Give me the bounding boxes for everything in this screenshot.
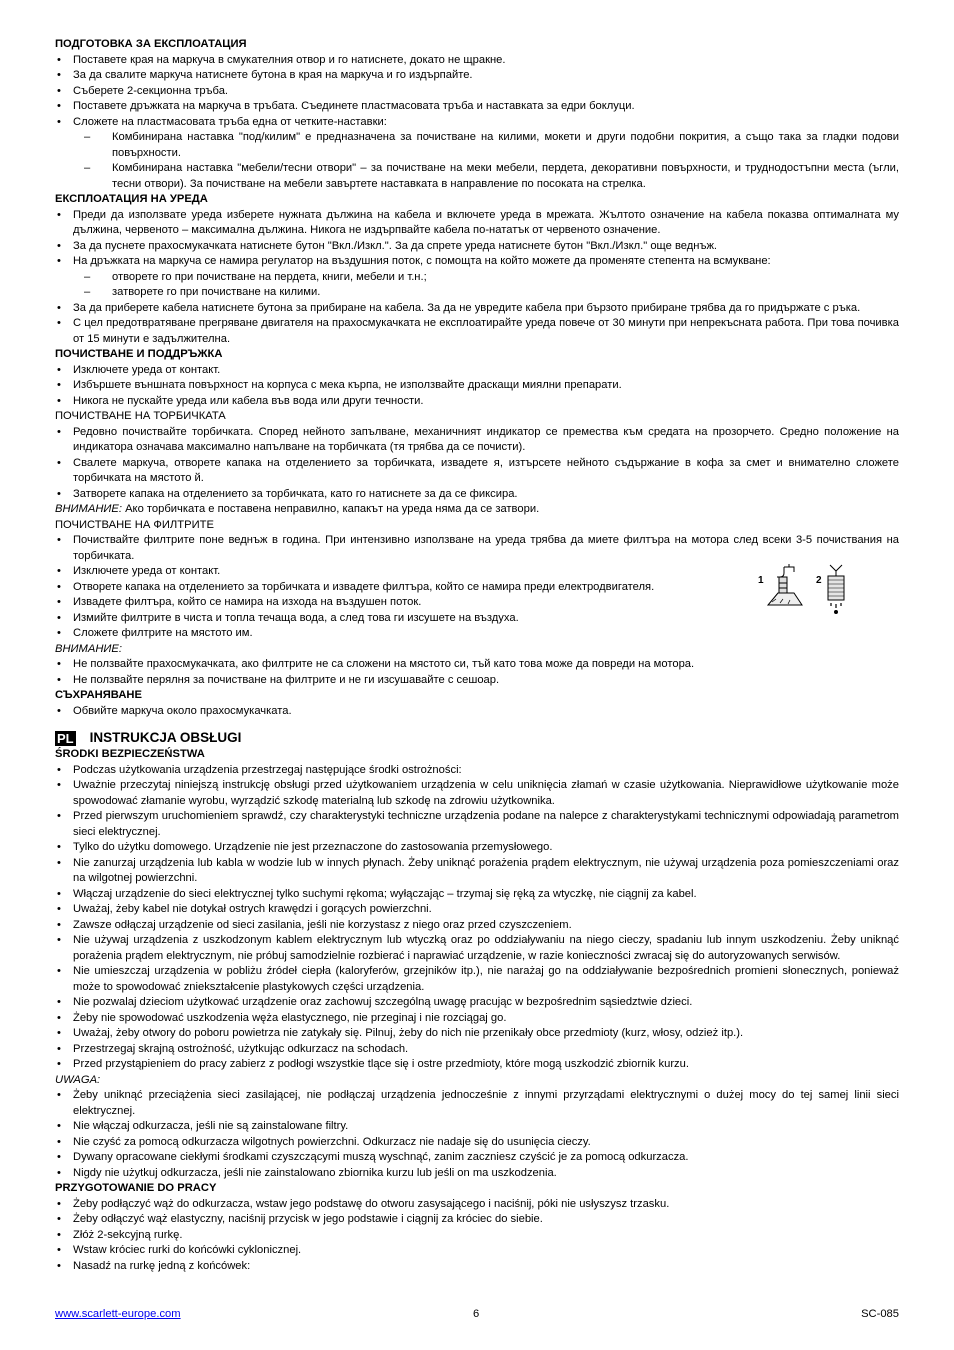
filter-warning-label: ВНИМАНИЕ: <box>55 642 122 655</box>
list-item: • Съберете 2-секционна тръба. <box>55 84 899 100</box>
list-item: • Свалете маркуча, отворете капака на отделението за торбичката, извадете я, изтърсете нейното съдържание в кофа за смет и внимателно сложете торбичката на мястото й. <box>55 456 899 487</box>
warning-label: ВНИМАНИЕ: <box>55 503 122 515</box>
list-item: • Сложете на пластмасовата тръба една от четките-наставки: <box>55 115 899 131</box>
faucet-icon <box>768 564 802 605</box>
list-item: • Nie zanurzaj urządzenia lub kabla w wodzie lub w innych płynach. Żeby uniknąć porażenia prądem elektrycznym, nie używaj urządzenia poza pomieszczeniami oraz na wilgotnej powierzchni. <box>55 856 899 887</box>
warning-text: Ако торбичката е поставена неправилно, капакът на уреда няма да се затвори. <box>121 503 540 515</box>
list-item: • Uważaj, żeby kabel nie dotykał ostrych krawędzi i gorących powierzchni. <box>55 902 899 918</box>
safety-list <box>55 763 899 1073</box>
figure-label-1: 1 <box>758 575 764 586</box>
list-item: • Nigdy nie użytkuj odkurzacza, jeśli nie zainstalowano zbiornika kurzu lub jeśli on ma uszkodzenia. <box>55 1166 899 1182</box>
list-item: • Изключете уреда от контакт. <box>55 363 899 379</box>
list-item: • Wstaw króciec rurki do końcówki cyklonicznej. <box>55 1243 899 1259</box>
list-item: • Nie pozwalaj dzieciom użytkować urządzenie oraz zachowuj szczególną uwagę pracując w bezpośrednim sąsiedztwie dzieci. <box>55 995 899 1011</box>
list-item: • Поставете края на маркуча в смукателния отвор и го натиснете, докато не щракне. <box>55 53 899 69</box>
list-item: • Nasadź na rurkę jedną z końcówek: <box>55 1259 899 1275</box>
sublist-item: – Комбинирана наставка "мебели/тесни отвори" – за почистване на меки мебели, пердета, декоративни повърхности, и труднодостъпни места (ъгли, тесни отвори). За почистване на мебели завъртете наставката в направление по посоката на стрелка. <box>73 161 899 192</box>
operation-list-continued <box>55 301 899 348</box>
figure-label-2: 2 <box>816 575 822 586</box>
list-item: • Żeby nie spowodować uszkodzenia węża elastycznego, nie przeginaj i nie rozciągaj go. <box>55 1011 899 1027</box>
list-item: • Не ползвайте прахосмукачката, ако филтрите не са сложени на мястото си, тъй като това може да повреди на мотора. <box>55 657 899 673</box>
list-item: • Избършете външната повърхност на корпуса с мека кърпа, не използвайте драскащи миялни препарати. <box>55 378 899 394</box>
list-item: • Nie umieszczaj urządzenia w pobliżu źródeł ciepła (kaloryferów, grzejników itp.), nie narażaj go na oddziaływanie bezpośrednich promieni słonecznych, ponieważ może to spowodować zniekształcenie plastykowych części urządzenia. <box>55 964 899 995</box>
list-item: • Nie włączaj odkurzacza, jeśli nie są zainstalowane filtry. <box>55 1119 899 1135</box>
list-item: • Почиствайте филтрите поне веднъж в година. При интензивно използване на уреда трябва да миете филтъра на мотора след всеки 3-5 почиствания на торбичката. <box>55 533 899 564</box>
caution-label: UWAGA: <box>55 1073 101 1086</box>
storage-list <box>55 704 899 720</box>
preparation-list-pl <box>55 1197 899 1275</box>
list-item: • Поставете дръжката на маркуча в тръбата. Съединете пластмасовата тръба и наставката за едри боклуци. <box>55 99 899 115</box>
filter-warning-list <box>55 657 899 688</box>
list-item: • Измийте филтрите в чиста и топла течаща вода, а след това ги изсушете на въздуха. <box>55 611 899 627</box>
list-item: • Włączaj urządzenie do sieci elektrycznej tylko suchymi rękoma; wyłączając – trzymaj się ręką za wtyczkę, nie ciągnij za kabel. <box>55 887 899 903</box>
filter-washing-illustration <box>758 563 863 615</box>
list-item: • Преди да използвате уреда изберете нужната дължина на кабела и включете уреда в мрежата. Жълтото означение на кабела показва оптималната му дължина, червеното – максимална дължина. Никога не издърпвайте кабела по-нататък от червеното означение. <box>55 208 899 239</box>
airflow-sublist <box>55 270 899 301</box>
list-item: • С цел предотвратяване прегряване двигателя на прахосмукачката не експлоатирайте уреда повече от 30 минути при непрекъсната работа. При това почивка от 15 минути е задължителна. <box>55 316 899 347</box>
caution-list <box>55 1088 899 1181</box>
list-item: • Никога не пускайте уреда или кабела във вода или други течности. <box>55 394 899 410</box>
list-item: • Uważaj, żeby otwory do poboru powietrza nie zatykały się. Pilnuj, żeby do nich nie przenikały obce przedmioty (kurz, włosy, odzież itp.). <box>55 1026 899 1042</box>
list-item: • Редовно почиствайте торбичката. Според нейното запълване, механичният индикатор се премества към средата на прозорчето. Средно положение на индикатора означава максимално напълване на торбичката (тя трябва да се почисти). <box>55 425 899 456</box>
page-footer <box>55 1307 899 1323</box>
filter-block <box>55 533 899 642</box>
list-item: • Przed pierwszym uruchomieniem sprawdź, czy charakterystyki techniczne urządzenia podane na nalepce z charakterystykami technicznymi odpowiadają parametrom sieci elektrycznej. <box>55 809 899 840</box>
list-item: • Zawsze odłączaj urządzenie od sieci zasilania, jeśli nie korzystasz z niego oraz przed czyszczeniem. <box>55 918 899 934</box>
page-number: 6 <box>473 1308 480 1320</box>
preparation-list <box>55 53 899 131</box>
list-item: • Żeby odłączyć wąż elastyczny, naciśnij przycisk w jego podstawie i ciągnij za króciec do siebie. <box>55 1212 899 1228</box>
manual-page <box>55 37 899 1274</box>
bag-warning-note <box>55 502 899 518</box>
section-title-filter-cleaning: ПОЧИСТВАНЕ НА ФИЛТРИТЕ <box>55 518 214 531</box>
list-item: • Затворете капака на отделението за торбичката, като го натиснете за да се фиксира. <box>55 487 899 503</box>
section-title-preparation: ПОДГОТОВКА ЗА ЕКСПЛОАТАЦИЯ <box>55 38 247 50</box>
nozzle-sublist <box>55 130 899 192</box>
list-item: • Dywany opracowane ciekłymi środkami czyszczącymi muszą wyschnąć, zanim zaczniesz czyścić je za pomocą odkurzacza. <box>55 1150 899 1166</box>
polish-section-header <box>55 729 899 747</box>
sublist-item: – Комбинирана наставка "под/килим" е предназначена за почистване на килими, мокети и други подобни покрития, а също така за гладки подови повърхности. <box>73 130 899 161</box>
operation-list <box>55 208 899 270</box>
list-item: • За да приберете кабела натиснете бутона за прибиране на кабела. За да не увредите кабела при бързото прибиране трябва да го придържате с ръка. <box>55 301 899 317</box>
list-item: • Изключете уреда от контакт. <box>55 564 899 580</box>
list-item: • За да пуснете прахосмукачката натиснете бутон "Вкл./Изкл.". За да спрете уреда натиснете бутон "Вкл./Изкл." още веднъж. <box>55 239 899 255</box>
list-item: • Przed przystąpieniem do pracy zabierz z podłogi wszystkie tlące się i ostre przedmioty, które mogą uszkodzić zbiornik kurzu. <box>55 1057 899 1073</box>
list-item: • Żeby podłączyć wąż do odkurzacza, wstaw jego podstawę do otworu zasysającego i naciśnij, póki nie usłyszysz trzasku. <box>55 1197 899 1213</box>
sublist-item: – затворете го при почистване на килими. <box>73 285 899 301</box>
section-title-cleaning: ПОЧИСТВАНЕ И ПОДДРЪЖКА <box>55 348 223 360</box>
model-number: SC-085 <box>861 1308 899 1320</box>
section-title-preparation-pl: PRZYGOTOWANIE DO PRACY <box>55 1182 217 1194</box>
sublist-item: – отворете го при почистване на пердета, книги, мебели и т.н.; <box>73 270 899 286</box>
list-item: • Извадете филтъра, който се намира на изхода на въздушен поток. <box>55 595 899 611</box>
section-title-operation: ЕКСПЛОАТАЦИЯ НА УРЕДА <box>55 193 208 205</box>
list-item: • Przestrzegaj skrajną ostrożność, użytkując odkurzacz na schodach. <box>55 1042 899 1058</box>
list-item: • За да свалите маркуча натиснете бутона в края на маркуча и го издърпайте. <box>55 68 899 84</box>
list-item: • Podczas użytkowania urządzenia przestrzegaj następujące środki ostrożności: <box>55 763 899 779</box>
language-badge: PL <box>57 730 74 746</box>
bag-cleaning-list <box>55 425 899 503</box>
list-item: • Żeby uniknąć przeciążenia sieci zasilającej, nie podłączaj urządzenia jednocześnie z innymi przyrządami elektrycznymi o dużej mocy do tej samej linii sieci elektrycznej. <box>55 1088 899 1119</box>
section-title-bag-cleaning: ПОЧИСТВАНЕ НА ТОРБИЧКАТА <box>55 410 226 422</box>
drying-filter-icon <box>828 565 844 614</box>
list-item: • Uważnie przeczytaj niniejszą instrukcję obsługi przed użytkowaniem urządzenia w celu uniknięcia złamań w czasie użytkowania. Nieprawidłowe użytkowanie może spowodować złamanie wyrobu, wyrządzić szkodę materialną lub szkodę na zdrowiu użytkownika. <box>55 778 899 809</box>
list-item: • Отворете капака на отделението за торбичката и извадете филтъра, който се намира преди електродвигателя. <box>55 580 899 596</box>
list-item: • Сложете филтрите на мястото им. <box>55 626 899 642</box>
list-item: • На дръжката на маркуча се намира регулатор на въздушния поток, с помощта на който можете да променяте степента на всмукване: <box>55 254 899 270</box>
section-title-safety: ŚRODKI BEZPIECZEŃSTWA <box>55 748 205 760</box>
list-item: • Не ползвайте перялня за почистване на филтрите и не ги изсушавайте с сешоар. <box>55 673 899 689</box>
section-title-storage: СЪХРАНЯВАНЕ <box>55 689 142 701</box>
polish-section-title: INSTRUKCJA OBSŁUGI <box>89 730 242 746</box>
cleaning-list <box>55 363 899 410</box>
website-link[interactable]: www.scarlett-europe.com <box>55 1308 181 1320</box>
list-item: • Złóż 2-sekcyjną rurkę. <box>55 1228 899 1244</box>
list-item: • Nie czyść za pomocą odkurzacza wilgotnych powierzchni. Odkurzacz nie nadaje się do usunięcia cieczy. <box>55 1135 899 1151</box>
list-item: • Обвийте маркуча около прахосмукачката. <box>55 704 899 720</box>
list-item: • Nie używaj urządzenia z uszkodzonym kablem elektrycznym lub wtyczką oraz po oddziaływaniu na niego cieczy, spadaniu lub innym uszkodzeniu. Żeby uniknąć porażenia prądem elektrycznym, nie próbuj samodzielnie rozbierać i naprawiać urządzenie, w razie konieczności zwracaj się do autoryzowanych serwisów. <box>55 933 899 964</box>
list-item: • Tylko do użytku domowego. Urządzenie nie jest przeznaczone do zastosowania przemysłowego. <box>55 840 899 856</box>
